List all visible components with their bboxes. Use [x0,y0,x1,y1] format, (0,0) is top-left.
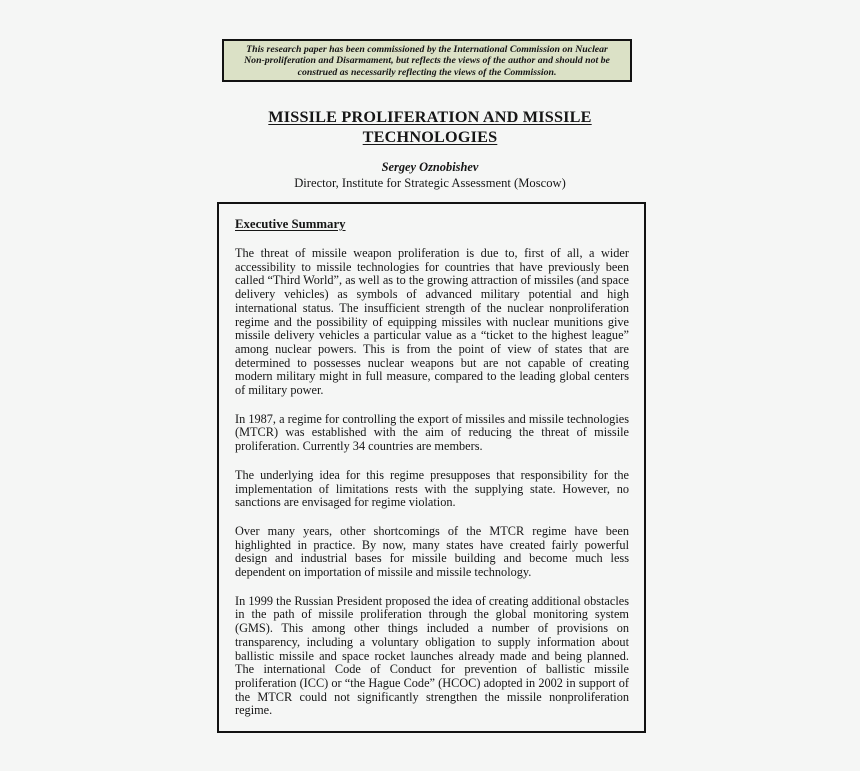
page-title: MISSILE PROLIFERATION AND MISSILE TECHNOLOGIES [268,108,592,146]
summary-paragraph: The threat of missile weapon proliferation is due to, first of all, a wider accessibility to missile technologies for countries that have previously been called “Third World”, as well as to the growing attraction of missiles (and space delivery vehicles) as symbols of advanced military potential and high international status. The insufficient strength of the nuclear nonproliferation regime and the possibility of equipping missiles with nuclear munitions give missile delivery vehicles a particular value as a “ticket to the highest league” among nuclear powers. This is from the point of view of states that are determined to possesses nuclear weapons but are not capable of creating modern military might in full measure, compared to the leading global centers of military power. [235,246,629,398]
disclaimer-line: construed as necessarily reflecting the views of the Commission. [297,66,557,78]
disclaimer-line: This research paper has been commissioned by the International Commission on Nuclear [246,44,608,55]
summary-paragraph: In 1987, a regime for controlling the export of missiles and missile technologies (MTCR) was established with the aim of reducing the threat of missile proliferation. Currently 34 countries are members. [235,411,629,454]
author-affiliation: Director, Institute for Strategic Assessment (Moscow) [294,176,566,190]
summary-paragraph: Over many years, other shortcomings of the MTCR regime have been highlighted in practice. By now, many states have created fairly powerful design and industrial bases for missile building and become much less dependent on importation of missile and missile technology. [235,523,629,580]
commission-disclaimer-box [222,39,632,82]
title-block [0,107,860,147]
summary-paragraph: In 1999 the Russian President proposed the idea of creating additional obstacles in the path of missile proliferation through the global monitoring system (GMS). This among other things included a number of provisions on transparency, including a voluntary obligation to supply information about ballistic missile and space rocket launches already made and being planned. The international Code of Conduct for prevention of ballistic missile proliferation (ICC) or “the Hague Code” (HCOC) adopted in 2002 in support of the MTCR could not significantly strengthen the missile nonproliferation regime. [235,593,629,718]
disclaimer-line: Non-proliferation and Disarmament, but reflects the views of the author and should not be [244,55,610,67]
summary-paragraph: The underlying idea for this regime presupposes that responsibility for the implementation of limitations rests with the supplying state. However, no sanctions are envisaged for regime violation. [235,467,629,510]
executive-summary-heading: Executive Summary [235,217,346,231]
executive-summary-box [217,202,646,733]
author-name: Sergey Oznobishev [381,160,479,174]
